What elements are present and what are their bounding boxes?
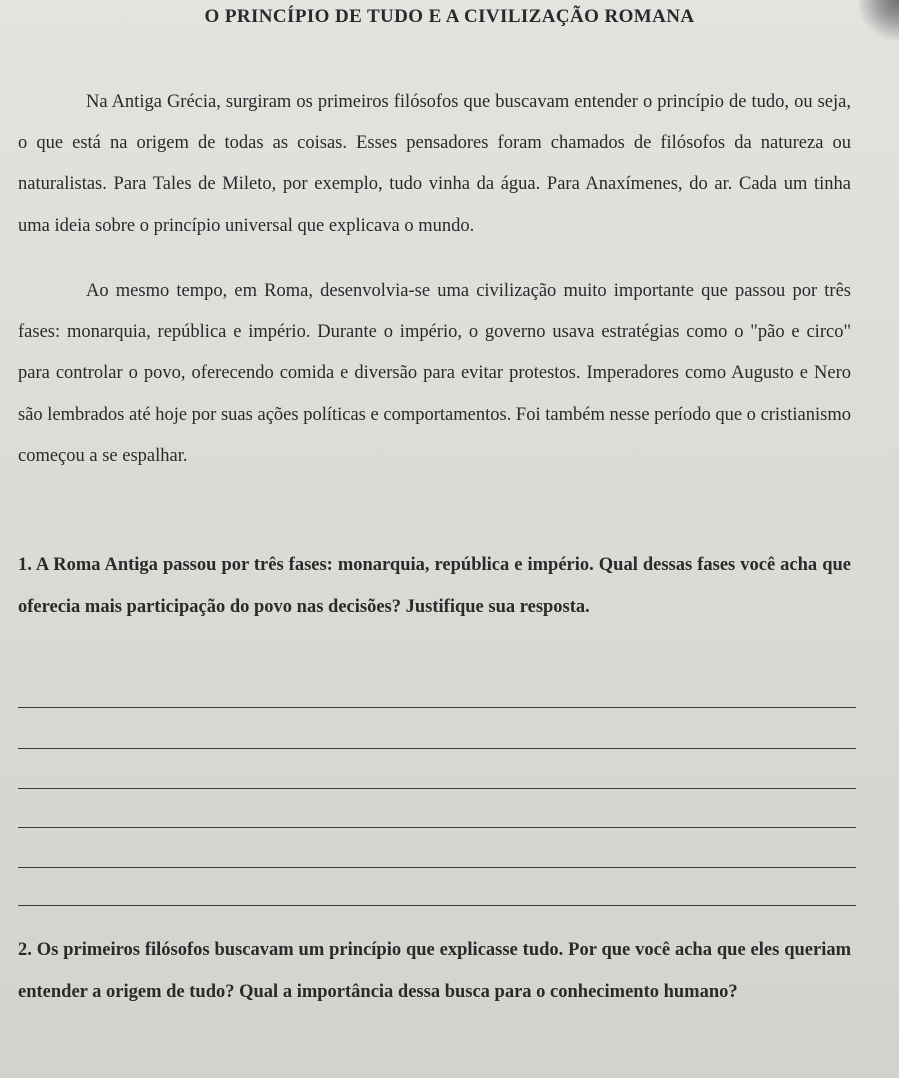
paragraph-roman-civilization: Ao mesmo tempo, em Roma, desenvolvia-se uma civilização muito importante que passou por três fases: monarquia, república e império. Durante o império, o governo usava estratégias como o "pão e circo" para controlar o povo, oferecendo comida e diversão para evitar protestos. Imperadores como Augusto e Nero são lembrados até hoje por suas ações políticas e comportamentos. Foi também nesse período que o cristianismo começou a se espalhar. — [18, 281, 851, 466]
paragraph-greek-philosophers: Na Antiga Grécia, surgiram os primeiros filósofos que buscavam entender o princípio de tudo, ou seja, o que está na origem de todas as coisas. Esses pensadores foram chamados de filósofos da natureza ou naturalistas. Para Tales de Mileto, por exemplo, tudo vinha da água. Para Anaxímenes, do ar. Cada um tinha uma ideia sobre o princípio universal que explicava o mundo. — [18, 92, 851, 236]
answer-line-4[interactable] — [18, 827, 856, 828]
answer-line-5[interactable] — [18, 867, 856, 868]
answer-line-1[interactable] — [18, 707, 856, 708]
question-1: 1. A Roma Antiga passou por três fases: monarquia, república e império. Qual dessas fases você acha que oferecia mais participação do povo nas decisões? Justifique sua resposta. — [18, 555, 851, 617]
answer-line-2[interactable] — [18, 748, 856, 749]
answer-line-3[interactable] — [18, 788, 856, 789]
answer-line-6[interactable] — [18, 905, 856, 906]
worksheet-title: O PRINCÍPIO DE TUDO E A CIVILIZAÇÃO ROMANA — [204, 6, 695, 27]
question-2: 2. Os primeiros filósofos buscavam um princípio que explicasse tudo. Por que você acha que eles queriam entender a origem de tudo? Qual a importância dessa busca para o conhecimento humano? — [18, 940, 851, 1002]
